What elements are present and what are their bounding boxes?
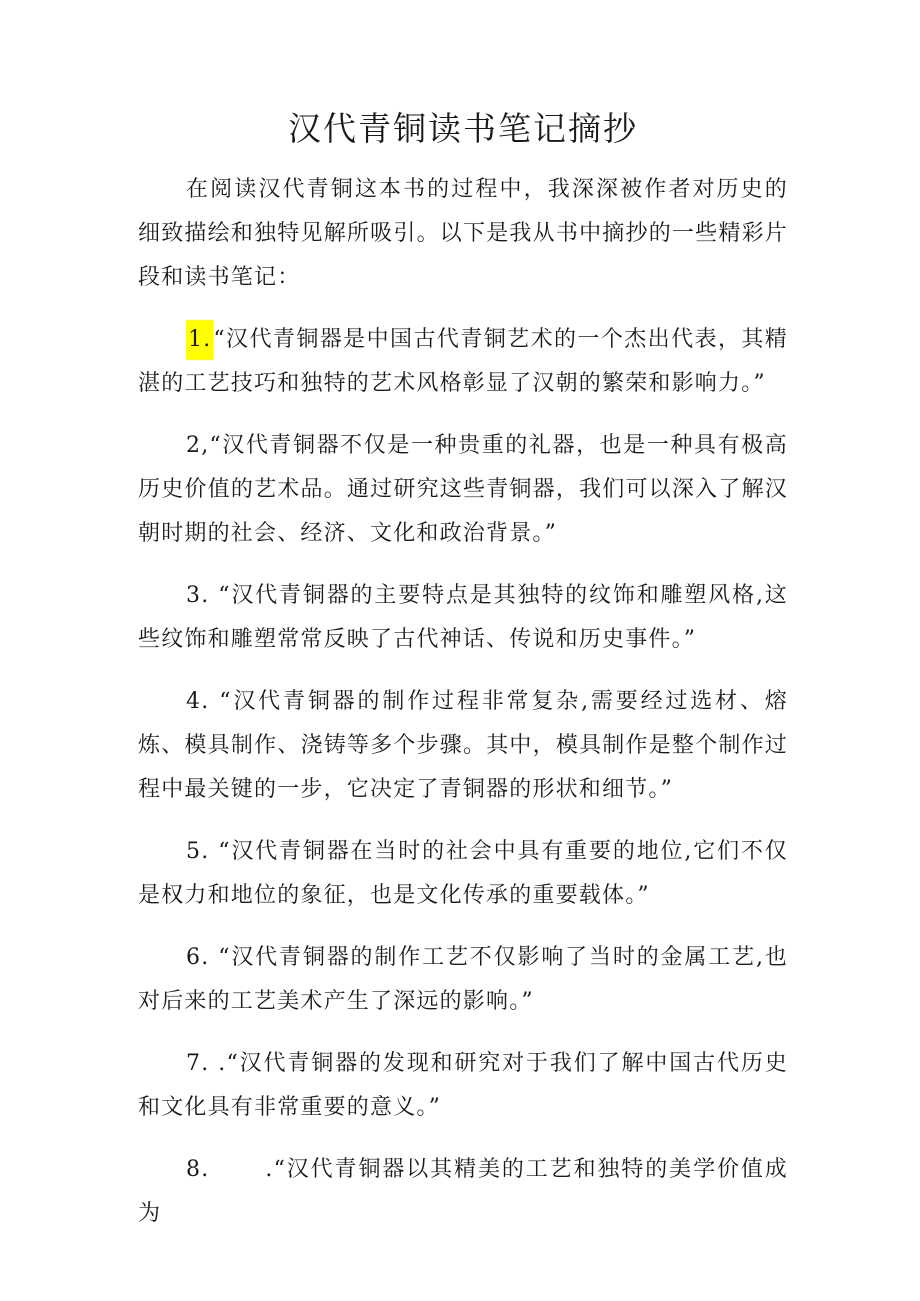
entry-number-highlighted: 1. (186, 320, 213, 360)
entry-number: 5. (186, 839, 210, 864)
entry-3 (138, 574, 788, 662)
entry-8 (138, 1148, 788, 1236)
entry-text: “汉代青铜器是中国古代青铜艺术的一个杰出代表，其精湛的工艺技巧和独特的艺术风格彰显了汉朝的繁荣和影响力。” (138, 327, 788, 396)
entry-number: 3. (186, 583, 210, 608)
entry-7 (138, 1042, 788, 1130)
entry-number: 7. (186, 1051, 210, 1076)
entry-text: “汉代青铜器在当时的社会中具有重要的地位,它们不仅是权力和地位的象征，也是文化传承的重要载体。” (138, 839, 788, 908)
entry-text: “汉代青铜器的主要特点是其独特的纹饰和雕塑风格,这些纹饰和雕塑常常反映了古代神话、传说和历史事件。” (138, 583, 788, 652)
page-title: 汉代青铜读书笔记摘抄 (288, 109, 638, 148)
entry-6 (138, 936, 788, 1024)
entry-text: “汉代青铜器的制作工艺不仅影响了当时的金属工艺,也对后来的工艺美术产生了深远的影响。” (138, 945, 788, 1014)
document-page (138, 100, 788, 1254)
entry-number: 6. (186, 945, 210, 970)
entry-number: 2, (186, 433, 210, 458)
entry-text: “汉代青铜器的制作过程非常复杂,需要经过选材、熔炼、模具制作、浇铸等多个步骤。其中，模具制作是整个制作过程中最关键的一步，它决定了青铜器的形状和细节。” (138, 689, 788, 802)
entry-text: .“汉代青铜器的发现和研究对于我们了解中国古代历史和文化具有非常重要的意义。” (138, 1051, 788, 1120)
entry-number: 4. (186, 689, 210, 714)
entry-4 (138, 680, 788, 812)
entry-1 (138, 318, 788, 406)
entry-5 (138, 830, 788, 918)
entry-2 (138, 424, 788, 556)
intro-paragraph: 在阅读汉代青铜这本书的过程中，我深深被作者对历史的细致描绘和独特见解所吸引。以下是我从书中摘抄的一些精彩片段和读书笔记： (138, 177, 788, 290)
entry-text: “汉代青铜器不仅是一种贵重的礼器，也是一种具有极高历史价值的艺术品。通过研究这些青铜器，我们可以深入了解汉朝时期的社会、经济、文化和政治背景。” (138, 433, 788, 546)
entry-number: 8. (186, 1157, 210, 1182)
entry-text: .“汉代青铜器以其精美的工艺和独特的美学价值成为 (138, 1157, 788, 1226)
